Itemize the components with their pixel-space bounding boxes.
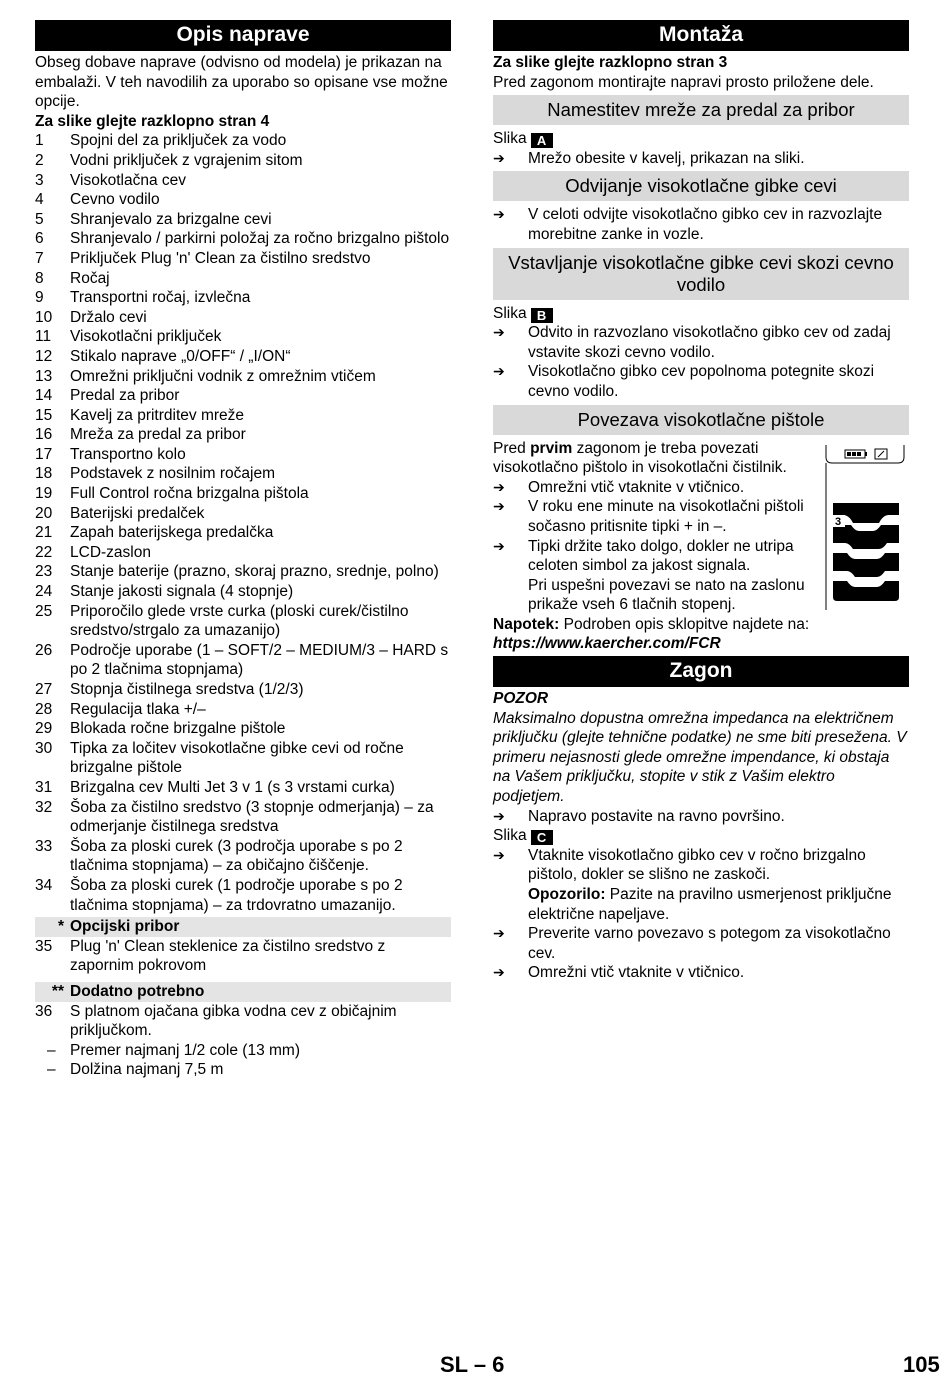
right-arrow-icon: ➔ [493,478,505,495]
list-item [35,288,451,308]
item-text: Ročaj [70,269,110,287]
item-number: 2 [35,151,44,169]
list-item [35,837,451,876]
display-pairing-illustration [825,445,905,610]
step: ➔ Mrežo obesite v kavelj, prikazan na sliki. [493,149,805,167]
subsection-title-insert-hose: Vstavljanje visokotlačne gibke cevi skozi cevno vodilo [493,248,909,300]
list-item [35,523,451,543]
item-text: Priporočilo glede vrste curka (ploski curek/čistilno sredstvo/strgalo za umazanijo) [70,602,409,640]
item-number: 18 [35,465,53,483]
item-text: Področje uporabe (1 – SOFT/2 – MEDIUM/3 – HARD s po 2 tlačnima stopnjama) [70,641,449,679]
list-item [35,171,451,191]
required-mark: ** [51,982,64,1000]
subsection-title-net: Namestitev mreže za predal za pribor [493,95,909,125]
item-text: Šoba za čistilno sredstvo (3 stopnje odmerjanja) – za odmerjanje čistilnega sredstva [70,798,434,836]
list-item [35,778,451,798]
item-text: Premer najmanj 1/2 cole (13 mm) [70,1041,300,1059]
item-number: 26 [35,641,53,659]
list-item [35,367,451,387]
figures-reference: Za slike glejte razklopno stran 4 [35,112,270,130]
section-title-opis-naprave: Opis naprave [35,20,451,51]
optional-list [35,937,451,976]
warning-text: Maksimalno dopustna omrežna impedanca na električnem priključku (glejte tehnične podatke) ne sme biti presežena. V primeru nejasnosti glede omrežne impendance, ki obstaja na Vašem priključku, stopite v stik z Vašim elektro podjetjem. [493,709,907,806]
list-item [35,229,451,249]
item-number: – [47,1041,56,1059]
right-arrow-icon: ➔ [493,149,505,166]
item-text: Stikalo naprave „0/OFF“ / „I/ON“ [70,347,291,365]
footer-language-code: SL – 6 [440,1352,505,1377]
step: ➔ Omrežni vtič vtaknite v vtičnico. [493,478,745,496]
item-text: Podstavek z nosilnim ročajem [70,465,276,483]
required-label: Dodatno potrebno [70,982,205,1000]
item-number: 28 [35,700,53,718]
item-number: 19 [35,485,53,503]
item-number: 16 [35,426,53,444]
item-number: 14 [35,387,53,405]
right-column [493,20,909,983]
item-text: Visokotlačna cev [70,171,187,189]
item-number: 27 [35,681,53,698]
item-text: Stopnja čistilnega sredstva (1/2/3) [70,681,304,698]
step: ➔ Vtaknite visokotlačno gibko cev v ročno brizgalno pištolo, dokler se slišno ne zaskoči. Opozorilo: Pazite na pravilno usmerjenost priključne električne napeljave. [493,846,892,923]
item-number: 20 [35,504,53,522]
optional-mark: * [57,918,64,936]
item-text: Omrežni priključni vodnik z omrežnim vtičem [70,367,376,385]
item-text: Transportno kolo [70,445,186,463]
item-text: Regulacija tlaka +/– [70,700,206,718]
list-item [35,700,451,720]
right-arrow-icon: ➔ [493,206,505,223]
item-number: 36 [35,1002,53,1020]
figure-ref-b: Slika B [493,304,909,324]
item-number: 34 [35,876,53,894]
item-number: 25 [35,602,53,620]
required-list [35,1002,451,1080]
right-arrow-icon: ➔ [493,324,505,341]
item-text: Držalo cevi [70,308,147,326]
right-arrow-icon: ➔ [493,807,505,824]
item-number: 22 [35,543,53,561]
item-text: Kavelj za pritrditev mreže [70,406,245,424]
item-number: 30 [35,739,53,757]
item-number: 35 [35,937,53,955]
list-item [35,131,451,151]
warning-title: POZOR [493,690,549,708]
item-text: Stanje baterije (prazno, skoraj prazno, srednje, polno) [70,563,439,581]
item-text: Blokada ročne brizgalne pištole [70,720,286,738]
list-item [35,249,451,269]
list-item [35,602,451,641]
list-item [35,1002,451,1041]
item-number: 21 [35,524,53,542]
item-text: Zapah baterijskega predalčka [70,524,274,542]
step: ➔ Preverite varno povezavo s potegom za visokotlačno cev. [493,925,891,962]
pairing-result: Pri uspešni povezavi se nato na zaslonu prikaže vseh 6 tlačnih stopenj. [528,576,805,614]
list-item [35,504,451,524]
list-item [35,937,451,976]
item-number: 1 [35,132,44,150]
item-text: Predal za pribor [70,387,180,405]
right-arrow-icon: ➔ [493,925,505,942]
list-item [35,484,451,504]
item-text: Spojni del za priključek za vodo [70,132,287,150]
item-number: 10 [35,308,53,326]
list-item [35,210,451,230]
step: ➔ Odvito in razvozlano visokotlačno gibko cev od zadaj vstavite skozi cevno vodilo. [493,324,891,361]
item-text: Transportni ročaj, izvlečna [70,289,251,307]
list-item [35,308,451,328]
item-text: Stanje jakosti signala (4 stopnje) [70,583,294,601]
list-item [35,680,451,700]
figure-ref-a: Slika A [493,129,909,149]
item-number: 13 [35,367,53,385]
item-number: 23 [35,563,53,581]
figure-label-icon: A [531,133,553,148]
list-item [35,269,451,289]
figure-label-icon: B [531,308,553,323]
item-number: 17 [35,445,53,463]
item-text: Mreža za predal za pribor [70,426,246,444]
list-item [35,543,451,563]
section-title-zagon: Zagon [493,656,909,687]
list-item [35,739,451,778]
section-title-montaza: Montaža [493,20,909,51]
list-item [35,641,451,680]
item-number: 7 [35,249,44,267]
item-number: 6 [35,230,44,248]
right-arrow-icon: ➔ [493,537,505,554]
list-item [35,425,451,445]
item-text: Plug 'n' Clean steklenice za čistilno sredstvo z zapornim pokrovom [70,937,386,975]
item-text: S platnom ojačana gibka vodna cev z običajnim priključkom. [70,1002,397,1040]
list-item [35,406,451,426]
item-number: – [47,1061,56,1079]
step: ➔ Omrežni vtič vtaknite v vtičnico. [493,964,745,982]
item-text: Priključek Plug 'n' Clean za čistilno sredstvo [70,249,371,267]
item-number: 31 [35,778,53,796]
pairing-note: Napotek: Podroben opis sklopitve najdete na: https://www.kaercher.com/FCR [493,615,810,653]
list-item [35,562,451,582]
list-item [35,327,451,347]
item-number: 24 [35,583,53,601]
list-item [35,719,451,739]
item-text: Cevno vodilo [70,191,160,209]
pairing-block [493,439,909,615]
pairing-intro: Pred prvim zagonom je treba povezati visokotlačno pištolo in visokotlačni čistilnik. [493,439,787,477]
list-item [35,190,451,210]
page-number: 105 [903,1352,940,1377]
additionally-required-header [35,982,451,1002]
left-column [35,20,451,1080]
step: ➔ V roku ene minute na visokotlačni pištoli sočasno pritisnite tipki + in –. [493,498,804,535]
subsection-title-connect-gun: Povezava visokotlačne pištole [493,405,909,435]
item-number: 32 [35,798,53,816]
optional-accessories-header [35,917,451,937]
step: ➔ Napravo postavite na ravno površino. [493,807,785,825]
intro-text: Obseg dobave naprave (odvisno od modela) je prikazan na embalaži. V teh navodilih za uporabo so opisane vse možne opcije. [35,54,448,111]
parts-list [35,131,451,915]
item-text: Vodni priključek z vgrajenim sitom [70,151,303,169]
list-item [35,876,451,915]
item-text: Šoba za ploski curek (1 področje uporabe s po 2 tlačnima stopnjama) – za trdovratno umazanijo. [70,876,403,914]
right-arrow-icon: ➔ [493,846,505,863]
subsection-title-unwind-hose: Odvijanje visokotlačne gibke cevi [493,171,909,201]
figure-label-icon: C [531,830,553,845]
list-item [35,1041,451,1061]
support-link[interactable]: https://www.kaercher.com/FCR [493,635,721,653]
list-item [35,582,451,602]
item-number: 4 [35,191,44,209]
list-item [35,347,451,367]
item-number: 5 [35,210,44,228]
optional-label: Opcijski pribor [70,918,180,936]
step: ➔ Visokotlačno gibko cev popolnoma potegnite skozi cevno vodilo. [493,363,875,400]
item-number: 15 [35,406,53,424]
item-number: 33 [35,837,53,855]
item-text: Brizgalna cev Multi Jet 3 v 1 (s 3 vrstami curka) [70,778,395,796]
right-arrow-icon: ➔ [493,964,505,981]
item-text: Shranjevalo / parkirni položaj za ročno brizgalno pištolo [70,230,450,248]
item-text: LCD-zaslon [70,543,151,561]
right-arrow-icon: ➔ [493,363,505,380]
item-text: Shranjevalo za brizgalne cevi [70,210,272,228]
item-text: Šoba za ploski curek (3 področja uporabe s po 2 tlačnima stopnjama) – za običajno čiščenje. [70,837,403,875]
item-text: Tipka za ločitev visokotlačne gibke cevi od ročne brizgalne pištole [70,739,404,777]
list-item [35,445,451,465]
item-number: 29 [35,720,53,738]
item-text: Full Control ročna brizgalna pištola [70,485,309,503]
step: ➔ V celoti odvijte visokotlačno gibko cev in razvozlajte morebitne zanke in vozle. [493,206,883,243]
item-number: 11 [35,328,52,346]
svg-text:3: 3 [835,515,842,528]
list-item [35,798,451,837]
montaza-intro: Pred zagonom montirajte napravi prosto priložene dele. [493,73,874,91]
figure-ref-c: Slika C [493,826,909,846]
item-text: Visokotlačni priključek [70,328,222,346]
figures-reference: Za slike glejte razklopno stran 3 [493,54,728,71]
step: ➔ Tipki držite tako dolgo, dokler ne utripa celoten simbol za jakost signala. [493,537,794,575]
item-number: 9 [35,289,44,307]
item-text: Dolžina najmanj 7,5 m [70,1061,224,1079]
right-arrow-icon: ➔ [493,498,505,515]
list-item [35,386,451,406]
item-number: 8 [35,269,44,287]
list-item [35,1060,451,1080]
item-number: 3 [35,171,44,189]
item-number: 12 [35,347,53,365]
list-item [35,464,451,484]
list-item [35,151,451,171]
item-text: Baterijski predalček [70,504,205,522]
